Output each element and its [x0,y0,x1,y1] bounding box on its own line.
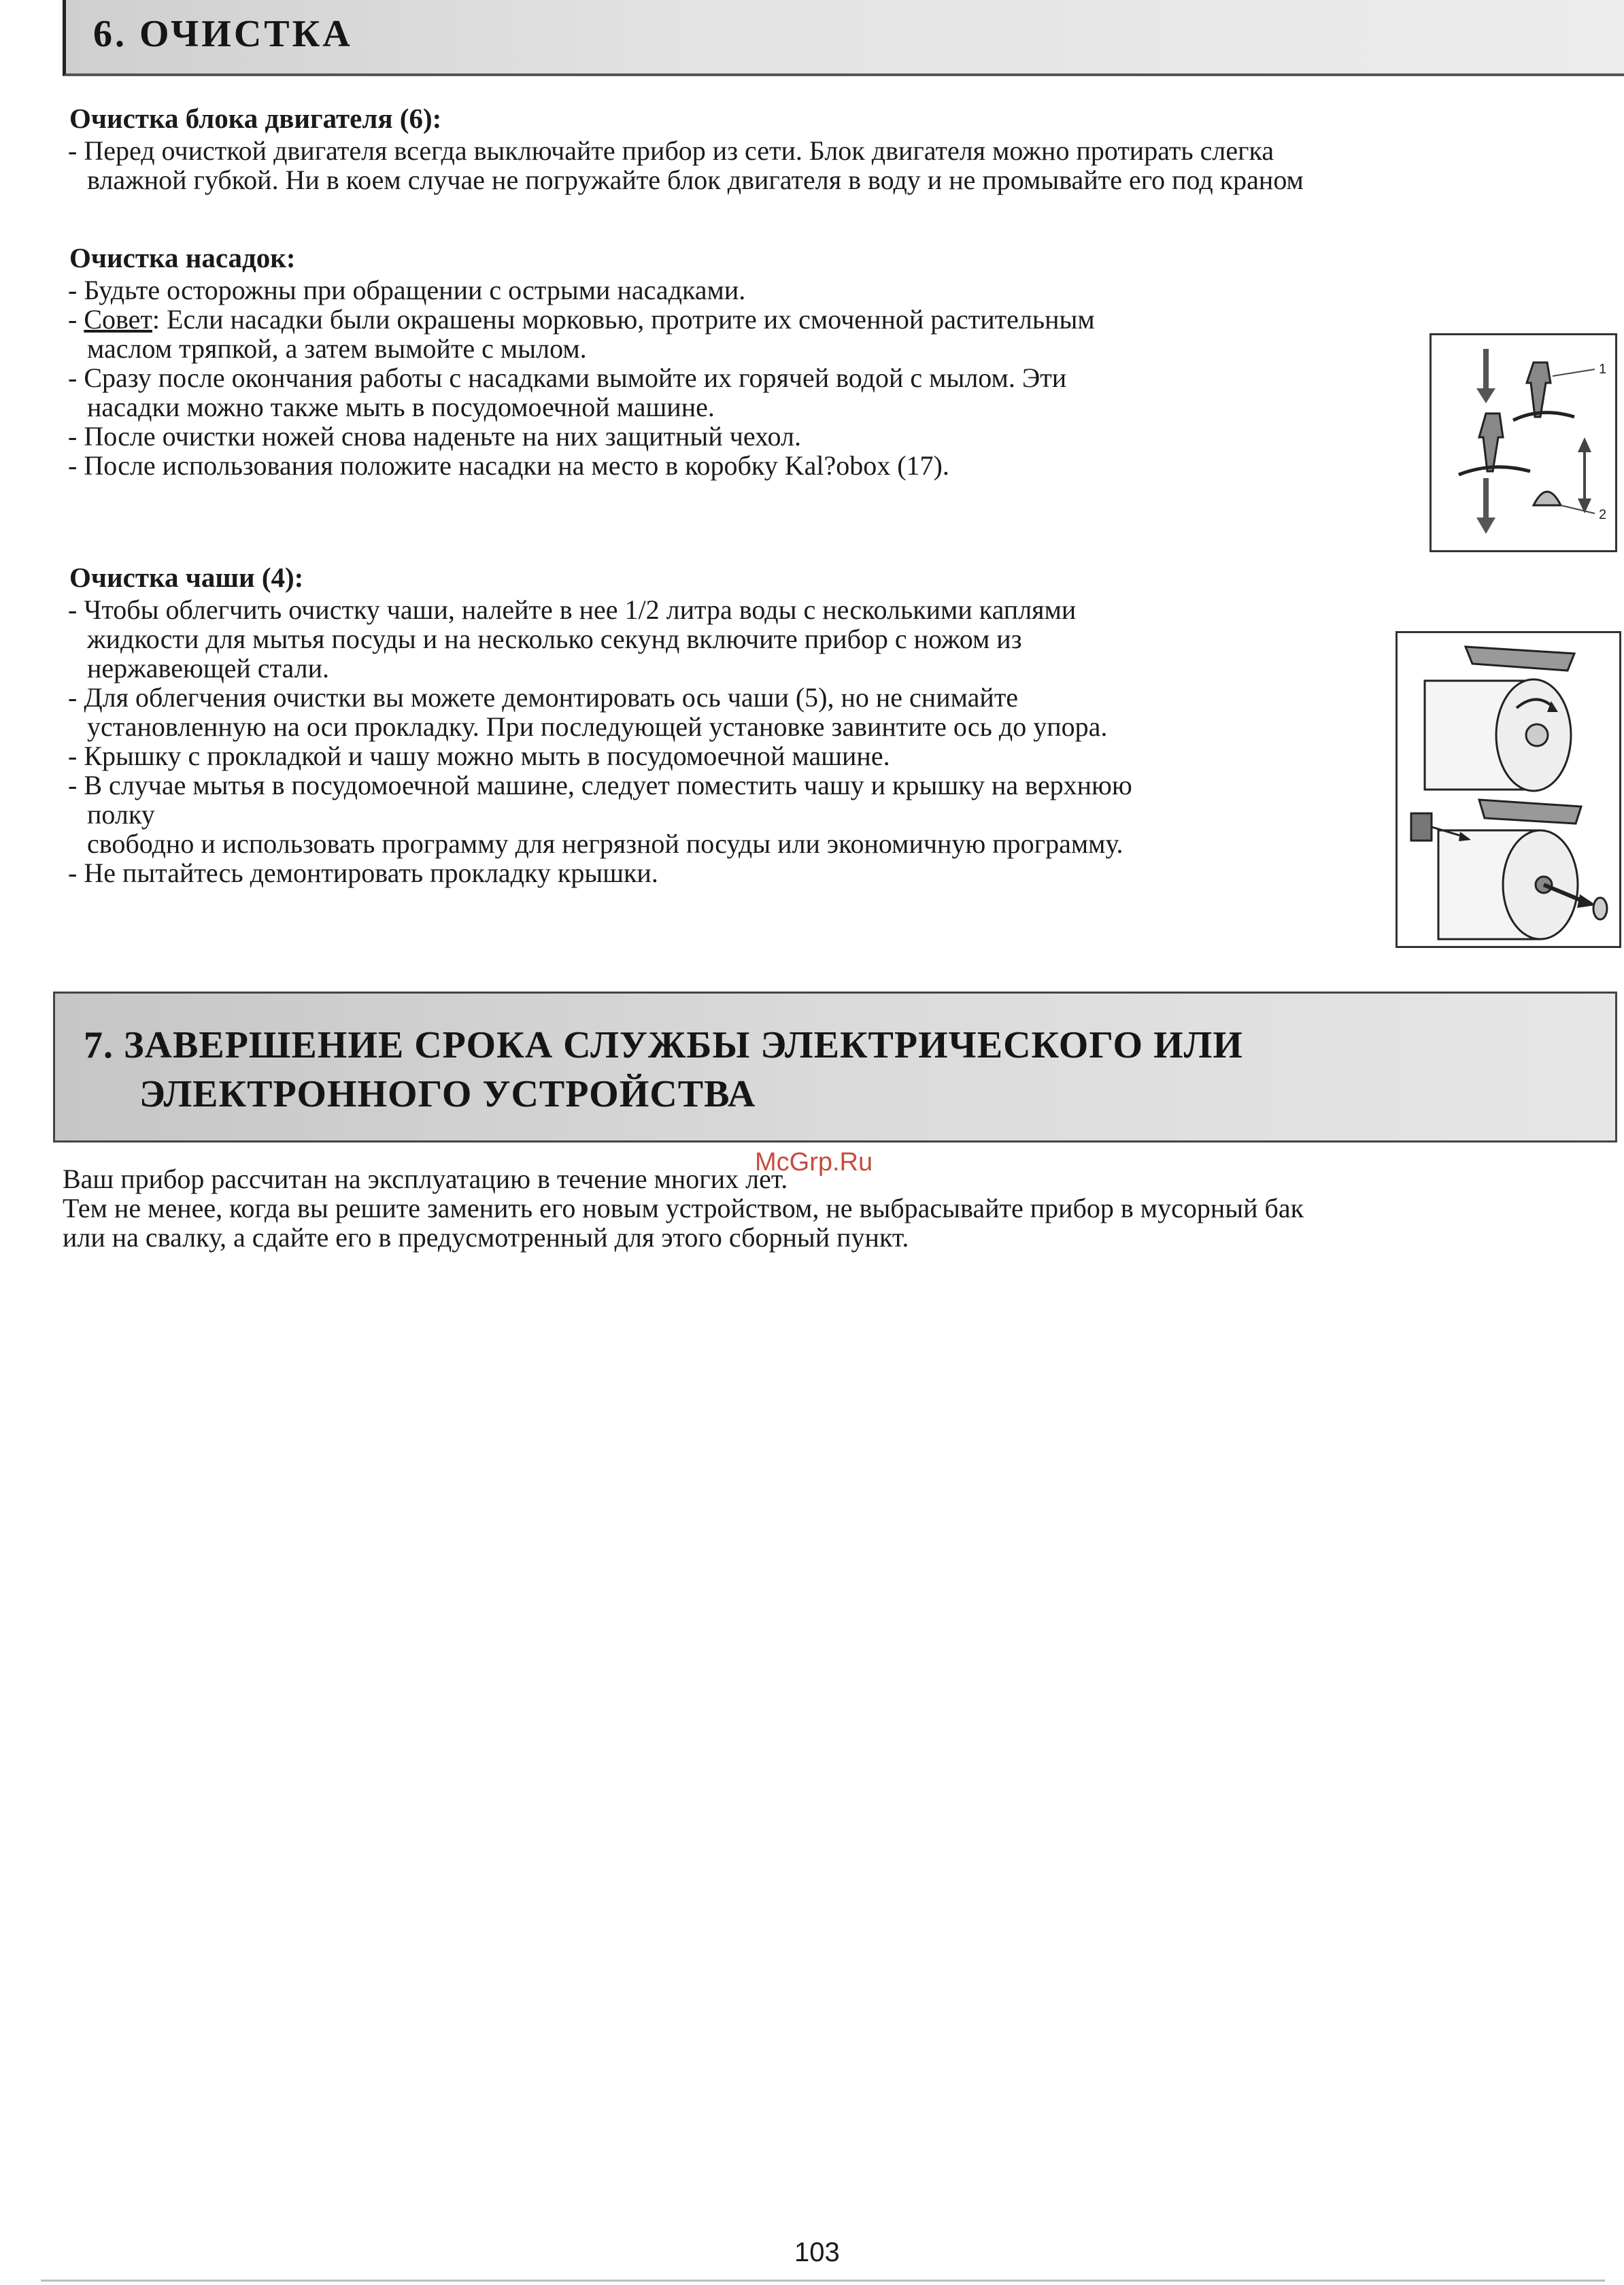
attachments-cleaning-text [68,275,1095,480]
bowl-cleaning-heading: Очистка чаши (4): [69,562,304,593]
text-line: полку [87,799,155,830]
text-line: нержавеющей стали. [87,653,329,683]
text-line: - После очистки ножей снова наденьте на них защитный чехол. [68,421,801,452]
text-line: - Перед очисткой двигателя всегда выключайте прибор из сети. Блок двигателя можно протирать слегка [68,135,1274,166]
text-line: маслом тряпкой, а затем вымойте с мылом. [87,333,587,364]
section-6-title: 6. ОЧИСТКА [93,13,353,55]
tip-line [68,305,1095,334]
text-line: - Чтобы облегчить очистку чаши, налейте в нее 1/2 литра воды с несколькими каплями [68,594,1077,625]
text-line: - Для облегчения очистки вы можете демонтировать ось чаши (5), но не снимайте [68,682,1019,713]
bottom-rule [41,2280,1605,2282]
figure-label-2: 2 [1599,507,1607,522]
bowl-axis-illustration [1398,633,1619,946]
text-line: - Не пытайтесь демонтировать прокладку крышки. [68,858,658,888]
text-line: установленную на оси прокладку. При последующей установке завинтите ось до упора. [87,711,1108,742]
section-7-title-line-1: 7. ЗАВЕРШЕНИЕ СРОКА СЛУЖБЫ ЭЛЕКТРИЧЕСКОГО ИЛИ [84,1024,1243,1066]
text-line: - В случае мытья в посудомоечной машине, следует поместить чашу и крышку на верхнюю [68,770,1132,800]
text-line: - После использования положите насадки на место в коробку Kal?obox (17). [68,450,949,481]
text-line: Ваш прибор рассчитан на эксплуатацию в течение многих лет. [63,1164,788,1194]
end-of-life-text [63,1164,1304,1252]
section-7-header [53,992,1617,1142]
attachments-cleaning-heading: Очистка насадок: [69,242,296,273]
text-line: жидкости для мытья посуды и на несколько секунд включите прибор с ножом из [87,624,1022,654]
blade-cover-illustration [1432,335,1615,550]
section-7-title-line-2: ЭЛЕКТРОННОГО УСТРОЙСТВА [139,1073,756,1115]
bowl-axis-figure [1395,631,1621,948]
tip-text: : Если насадки были окрашены морковью, протрите их смоченной растительным [152,304,1095,335]
text-line: насадки можно также мыть в посудомоечной машине. [87,392,715,422]
page-number: 103 [794,2237,840,2267]
text-line: или на свалку, а сдайте его в предусмотренный для этого сборный пункт. [63,1222,909,1253]
bowl-cleaning-text [68,595,1132,887]
section-6-header [63,0,1624,76]
tip-label: Совет [84,304,152,335]
text-line: Тем не менее, когда вы решите заменить его новым устройством, не выбрасывайте прибор в мусорный бак [63,1193,1304,1223]
motor-cleaning-text [68,136,1304,194]
tip-prefix: - [68,304,84,335]
watermark: McGrp.Ru [755,1148,873,1177]
text-line: влажной губкой. Ни в коем случае не погружайте блок двигателя в воду и не промывайте его под краном [87,165,1304,195]
text-line: - Крышку с прокладкой и чашу можно мыть в посудомоечной машине. [68,741,890,771]
text-line: свободно и использовать программу для негрязной посуды или экономичную программу. [87,828,1123,859]
figure-label-1: 1 [1599,362,1607,377]
text-line: - Сразу после окончания работы с насадками вымойте их горячей водой с мылом. Эти [68,362,1067,393]
text-line: - Будьте осторожны при обращении с острыми насадками. [68,275,746,305]
blade-cover-figure [1430,333,1617,552]
section-7-title [84,1021,1243,1119]
motor-cleaning-heading: Очистка блока двигателя (6): [69,103,442,134]
